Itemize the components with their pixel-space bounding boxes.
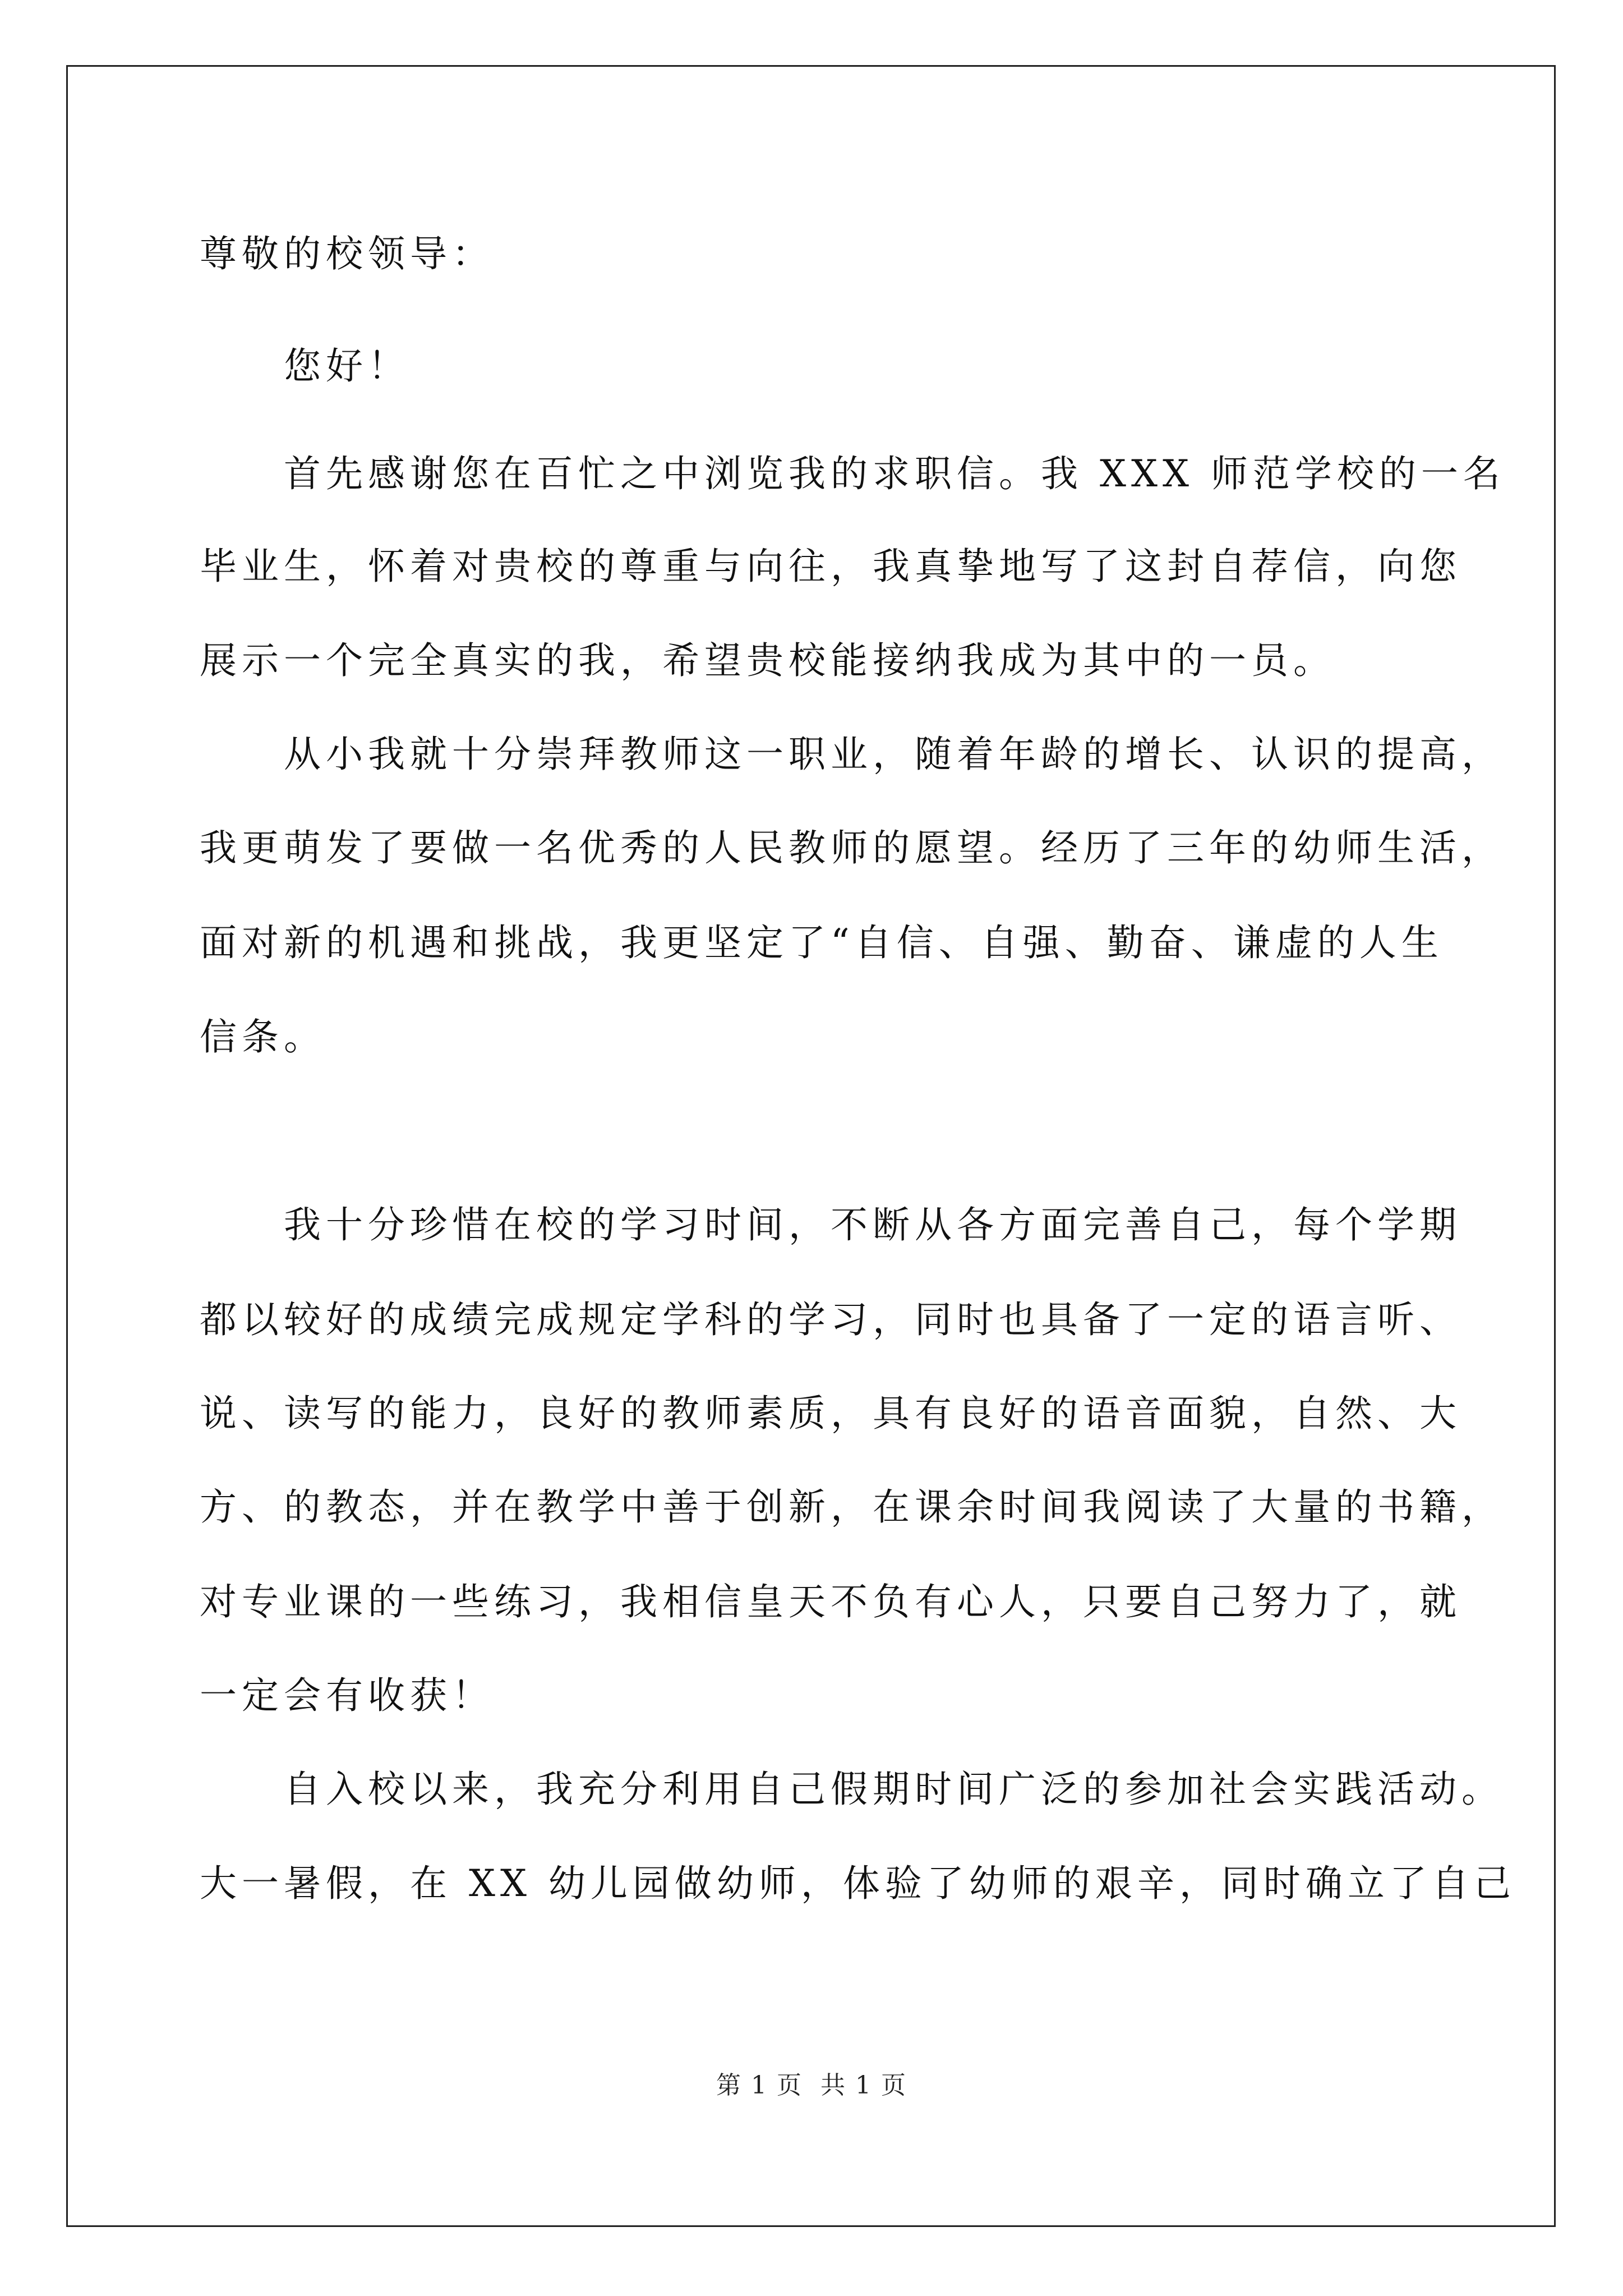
- paragraph-3-line-6: 一定会有收获！: [200, 1674, 494, 1717]
- page-number-current: 第 1 页: [716, 2071, 803, 2100]
- paragraph-2-line-4: 信条。: [200, 1015, 326, 1059]
- paragraph-3-line-4: 方、的教态，并在教学中善于创新，在课余时间我阅读了大量的书籍，: [200, 1485, 1504, 1529]
- salutation: 尊敬的校领导：: [200, 232, 494, 275]
- page-footer: [0, 2069, 1623, 2102]
- paragraph-1-line-1: 首先感谢您在百忙之中浏览我的求职信。我 XXX 师范学校的一名: [284, 452, 1505, 495]
- paragraph-2-line-3: 面对新的机遇和挑战，我更坚定了“自信、自强、勤奋、谦虚的人生: [200, 921, 1444, 964]
- paragraph-3-line-5: 对专业课的一些练习，我相信皇天不负有心人，只要自己努力了，就: [200, 1580, 1461, 1623]
- paragraph-4-line-1: 自入校以来，我充分利用自己假期时间广泛的参加社会实践活动。: [284, 1768, 1504, 1811]
- paragraph-1-line-3: 展示一个完全真实的我，希望贵校能接纳我成为其中的一员。: [200, 639, 1335, 682]
- greeting: 您好！: [284, 344, 410, 388]
- paragraph-2-line-1: 从小我就十分崇拜教师这一职业，随着年龄的增长、认识的提高，: [284, 733, 1504, 776]
- paragraph-3-line-2: 都以较好的成绩完成规定学科的学习，同时也具备了一定的语言听、: [200, 1298, 1461, 1341]
- paragraph-2-line-2: 我更萌发了要做一名优秀的人民教师的愿望。经历了三年的幼师生活，: [200, 826, 1504, 869]
- page-number-total: 共 1 页: [820, 2071, 907, 2100]
- paragraph-4-line-2: 大一暑假，在 XX 幼儿园做幼师，体验了幼师的艰辛，同时确立了自己: [200, 1862, 1516, 1905]
- paragraph-3-line-1: 我十分珍惜在校的学习时间，不断从各方面完善自己，每个学期: [284, 1203, 1461, 1246]
- paragraph-1-line-2: 毕业生，怀着对贵校的尊重与向往，我真挚地写了这封自荐信，向您: [200, 545, 1461, 588]
- paragraph-3-line-3: 说、读写的能力，良好的教师素质，具有良好的语音面貌，自然、大: [200, 1392, 1461, 1435]
